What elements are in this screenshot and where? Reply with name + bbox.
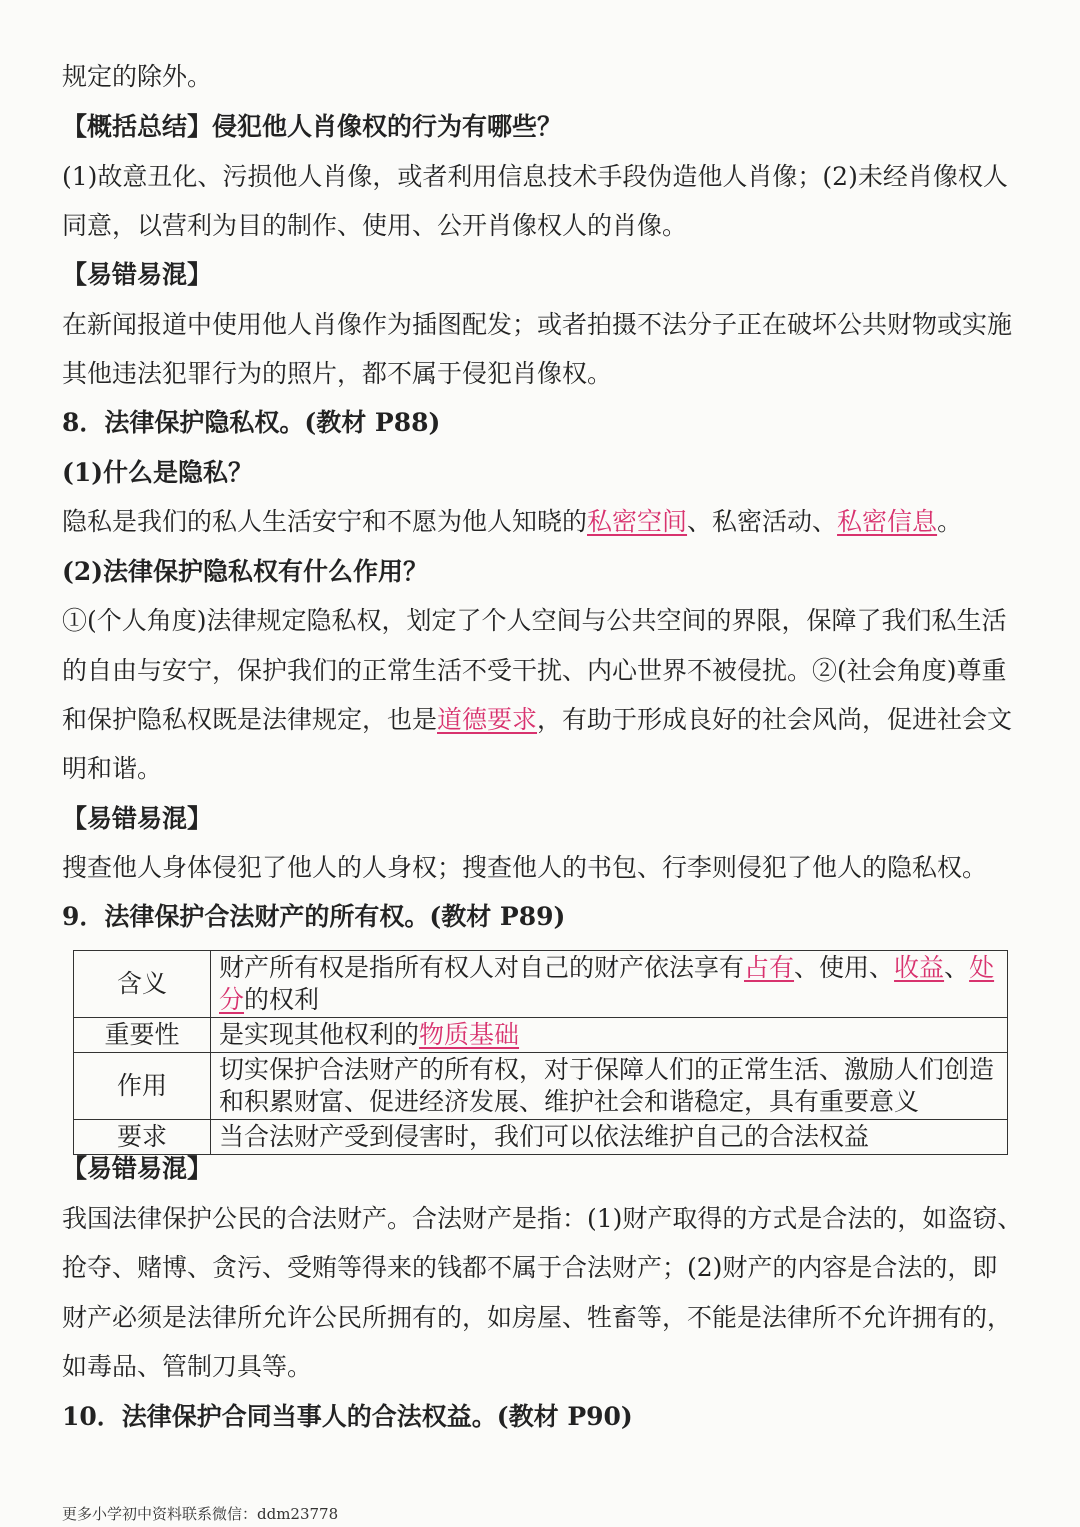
text-line: 如毒品、管制刀具等。 xyxy=(62,1352,313,1381)
text-span: 隐私是我们的私人生活安宁和不愿为他人知晓的 xyxy=(62,507,588,536)
text-span: 、 xyxy=(944,953,970,982)
text-line: 我国法律保护公民的合法财产。合法财产是指：(1)财产取得的方式是合法的，如盗窃、 xyxy=(62,1204,1023,1233)
question-heading: (2)法律保护隐私权有什么作用？ xyxy=(62,557,429,586)
table-row xyxy=(74,1053,1008,1120)
highlight-term: 收益 xyxy=(894,953,945,982)
property-rights-table xyxy=(73,950,1008,1155)
table-value-cell xyxy=(211,1018,1008,1053)
text-line: 同意，以营利为目的制作、使用、公开肖像权人的肖像。 xyxy=(62,211,688,240)
text-span: 的权利 xyxy=(244,985,320,1014)
text-line: 财产必须是法律所允许公民所拥有的，如房屋、牲畜等，不能是法律所不允许拥有的， xyxy=(62,1303,1013,1332)
text-line: 的自由与安宁，保护我们的正常生活不受干扰、内心世界不被侵扰。②(社会角度)尊重 xyxy=(62,656,1007,685)
summary-heading: 【概括总结】侵犯他人肖像权的行为有哪些？ xyxy=(62,112,563,141)
highlight-term: 占有 xyxy=(744,953,795,982)
text-line xyxy=(62,703,1012,737)
text-line: 规定的除外。 xyxy=(62,62,213,91)
text-span: 、使用、 xyxy=(794,953,895,982)
text-span: ，有助于形成良好的社会风尚，促进社会文 xyxy=(537,705,1013,734)
section-heading-9: 9．法律保护合法财产的所有权。(教材 P89) xyxy=(62,902,566,931)
text-line: ①(个人角度)法律规定隐私权，划定了个人空间与公共空间的界限，保障了我们私生活 xyxy=(62,606,1007,635)
text-span: 。 xyxy=(937,507,963,536)
highlight-term: 私密信息 xyxy=(837,507,938,536)
text-span: 和积累财富、促进经济发展、维护社会和谐稳定，具有重要意义 xyxy=(219,1087,920,1116)
table-key-cell: 作用 xyxy=(74,1053,211,1120)
table-value-cell: 当合法财产受到侵害时，我们可以依法维护自己的合法权益 xyxy=(211,1120,1008,1155)
question-heading: (1)什么是隐私？ xyxy=(62,458,254,487)
table-key-cell: 重要性 xyxy=(74,1018,211,1053)
text-span: 和保护隐私权既是法律规定，也是 xyxy=(62,705,438,734)
highlight-term: 私密空间 xyxy=(587,507,688,536)
text-span: 是实现其他权利的 xyxy=(219,1020,420,1049)
mistake-heading: 【易错易混】 xyxy=(62,1154,213,1183)
table-row xyxy=(74,1120,1008,1155)
table-row xyxy=(74,1018,1008,1053)
text-line: 明和谐。 xyxy=(62,754,163,783)
highlight-term: 物质基础 xyxy=(419,1020,520,1049)
section-heading-8: 8．法律保护隐私权。(教材 P88) xyxy=(62,408,441,437)
highlight-term: 处 xyxy=(969,953,995,982)
table-key-cell: 含义 xyxy=(74,951,211,1018)
text-line xyxy=(62,505,962,539)
table-row xyxy=(74,951,1008,1018)
text-span: 财产所有权是指所有权人对自己的财产依法享有 xyxy=(219,953,745,982)
text-span: 、私密活动、 xyxy=(687,507,838,536)
text-line: 在新闻报道中使用他人肖像作为插图配发；或者拍摄不法分子正在破坏公共财物或实施 xyxy=(62,310,1013,339)
mistake-heading: 【易错易混】 xyxy=(62,260,213,289)
mistake-heading: 【易错易混】 xyxy=(62,804,213,833)
text-line: 搜查他人身体侵犯了他人的人身权；搜查他人的书包、行李则侵犯了他人的隐私权。 xyxy=(62,853,988,882)
footer-contact-note: 更多小学初中资料联系微信：ddm23778 xyxy=(62,1505,339,1523)
text-line: 抢夺、赌博、贪污、受贿等得来的钱都不属于合法财产；(2)财产的内容是合法的，即 xyxy=(62,1253,998,1282)
section-heading-10: 10．法律保护合同当事人的合法权益。(教材 P90) xyxy=(62,1402,633,1431)
text-span: 切实保护合法财产的所有权，对于保障人们的正常生活、激励人们创造 xyxy=(219,1055,995,1084)
table-key-cell: 要求 xyxy=(74,1120,211,1155)
table-value-cell xyxy=(211,951,1008,1018)
highlight-term: 道德要求 xyxy=(437,705,538,734)
highlight-term: 分 xyxy=(219,985,245,1014)
text-line: (1)故意丑化、污损他人肖像，或者利用信息技术手段伪造他人肖像；(2)未经肖像权人 xyxy=(62,162,1008,191)
text-line: 其他违法犯罪行为的照片，都不属于侵犯肖像权。 xyxy=(62,359,613,388)
table-value-cell xyxy=(211,1053,1008,1120)
